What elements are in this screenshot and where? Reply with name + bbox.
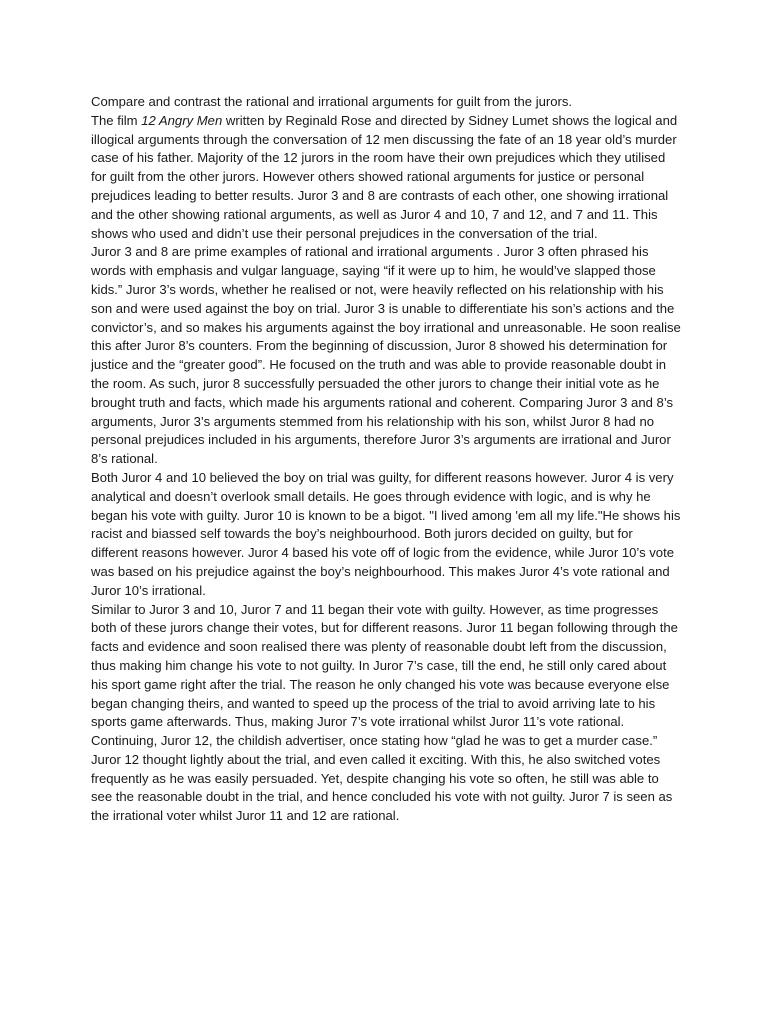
body-paragraph-2: Both Juror 4 and 10 believed the boy on trial was guilty, for different reasons however. Juror 4 is very analytical and doesn’t overlook small details. He goes through evidence with logic, and is why he began his vote with guilty. Juror 10 is known to be a bigot. "I lived among 'em all my life."He shows his racist and biassed self towards the boy’s neighbourhood. Both jurors decided on guilty, but for different reasons however. Juror 4 based his vote off of logic from the evidence, while Juror 10’s vote was based on his prejudice against the boy’s neighbourhood. This makes Juror 4’s vote rational and Juror 10’s irrational. — [91, 469, 681, 598]
intro-body: written by Reginald Rose and directed by Sidney Lumet shows the logical and illogical arguments through the conversation of 12 men discussing the fate of an 18 year old’s murder case of his father. Majority of the 12 jurors in the room have their own prejudices which they utilised for guilt from the other jurors. However others showed rational arguments for justice or personal prejudices leading to better results. Juror 3 and 8 are contrasts of each other, one showing irrational and the other showing rational arguments, as well as Juror 4 and 10, 7 and 12, and 7 and 11. This shows who used and didn’t use their personal prejudices in the conversation of the trial. — [91, 112, 678, 241]
document-page — [91, 93, 681, 826]
intro-prefix: The film — [91, 112, 142, 128]
intro-paragraph — [91, 112, 681, 244]
body-paragraph-3: Similar to Juror 3 and 10, Juror 7 and 11 began their vote with guilty. However, as time progresses both of these jurors change their votes, but for different reasons. Juror 11 began following through the facts and evidence and soon realised there was plenty of reasonable doubt left from the discussion, thus making him change his vote to not guilty. In Juror 7’s case, till the end, he still only cared about his sport game right after the trial. The reason he only changed his vote was because everyone else began changing theirs, and wanted to speed up the process of the trial to avoid arriving late to his sports game afterwards. Thus, making Juror 7’s vote irrational whilst Juror 11’s vote rational. Continuing, Juror 12, the childish advertiser, once stating how “glad he was to get a murder case.” Juror 12 thought lightly about the trial, and even called it exciting. With this, he also switched votes frequently as he was easily persuaded. Yet, despite changing his vote so often, he still was able to see the reasonable doubt in the trial, and hence concluded his vote with not guilty. Juror 7 is seen as the irrational voter whilst Juror 11 and 12 are rational. — [91, 601, 678, 824]
film-title: 12 Angry Men — [141, 112, 223, 128]
essay-question: Compare and contrast the rational and irrational arguments for guilt from the jurors. — [91, 94, 573, 109]
body-paragraph-1: Juror 3 and 8 are prime examples of rational and irrational arguments . Juror 3 often phrased his words with emphasis and vulgar language, saying “if it were up to him, he would’ve slapped those kids.” Juror 3’s words, whether he realised or not, were heavily reflected on his relationship with his son and were used against the boy on trial. Juror 3 is unable to differentiate his son’s actions and the convictor’s, and so makes his arguments against the boy irrational and unreasonable. He soon realise this after Juror 8’s counters. From the beginning of discussion, Juror 8 showed his determination for justice and the “greater good”. He focused on the truth and was able to provide reasonable doubt in the room. As such, juror 8 successfully persuaded the other jurors to change their initial vote as he brought truth and facts, which made his arguments rational and coherent. Comparing Juror 3 and 8’s arguments, Juror 3’s arguments stemmed from his relationship with his son, whilst Juror 8 had no personal prejudices included in his arguments, therefore Juror 3’s arguments are irrational and Juror 8’s rational. — [91, 244, 681, 467]
